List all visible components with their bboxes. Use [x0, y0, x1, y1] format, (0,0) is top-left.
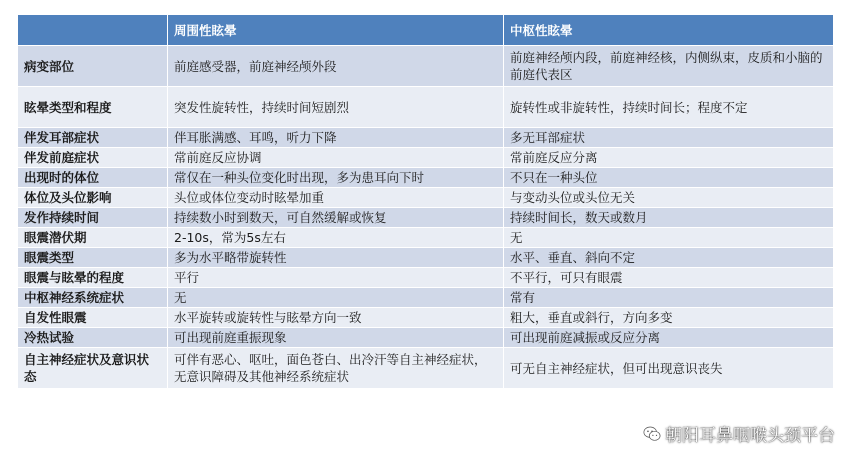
- peripheral-cell: 2-10s，常为5s左右: [168, 228, 504, 248]
- row-label: 自发性眼震: [18, 308, 168, 328]
- row-label: 发作持续时间: [18, 208, 168, 228]
- central-cell: 旋转性或非旋转性，持续时间长；程度不定: [504, 87, 834, 128]
- peripheral-cell: 头位或体位变动时眩晕加重: [168, 188, 504, 208]
- table-row: [18, 248, 834, 268]
- table-row: [18, 188, 834, 208]
- central-cell: 不平行，可只有眼震: [504, 268, 834, 288]
- table-row: [18, 208, 834, 228]
- central-cell: 无: [504, 228, 834, 248]
- peripheral-cell: 可出现前庭重振现象: [168, 328, 504, 348]
- row-label: 体位及头位影响: [18, 188, 168, 208]
- row-label: 伴发前庭症状: [18, 148, 168, 168]
- peripheral-cell: 持续数小时到数天，可自然缓解或恢复: [168, 208, 504, 228]
- comparison-table-container: [17, 14, 833, 389]
- central-cell: 粗大，垂直或斜行，方向多变: [504, 308, 834, 328]
- central-cell: 不只在一种头位: [504, 168, 834, 188]
- central-cell: 常有: [504, 288, 834, 308]
- table-row: [18, 148, 834, 168]
- watermark-text: 朝阳耳鼻咽喉头颈平台: [665, 426, 835, 446]
- peripheral-cell: 无: [168, 288, 504, 308]
- central-cell: 水平、垂直、斜向不定: [504, 248, 834, 268]
- central-cell: 可出现前庭减振或反应分离: [504, 328, 834, 348]
- table-row: [18, 328, 834, 348]
- watermark: [643, 421, 835, 446]
- table-row: [18, 348, 834, 389]
- row-label: 眼震与眩晕的程度: [18, 268, 168, 288]
- central-cell: 持续时间长，数天或数月: [504, 208, 834, 228]
- central-cell: 常前庭反应分离: [504, 148, 834, 168]
- table-header-row: [18, 15, 834, 46]
- row-label: 冷热试验: [18, 328, 168, 348]
- table-row: [18, 87, 834, 128]
- wechat-icon: [643, 425, 661, 443]
- vertigo-comparison-table: [17, 14, 834, 389]
- peripheral-cell: 平行: [168, 268, 504, 288]
- table-row: [18, 288, 834, 308]
- table-row: [18, 228, 834, 248]
- row-label: 自主神经症状及意识状态: [18, 348, 168, 389]
- table-row: [18, 46, 834, 87]
- peripheral-cell: 前庭感受器，前庭神经颅外段: [168, 46, 504, 87]
- header-cell-empty: [18, 15, 168, 46]
- peripheral-cell: 常前庭反应协调: [168, 148, 504, 168]
- peripheral-cell: 水平旋转或旋转性与眩晕方向一致: [168, 308, 504, 328]
- table-row: [18, 268, 834, 288]
- peripheral-cell: 突发性旋转性，持续时间短剧烈: [168, 87, 504, 128]
- central-cell: 可无自主神经症状，但可出现意识丧失: [504, 348, 834, 389]
- table-row: [18, 168, 834, 188]
- row-label: 出现时的体位: [18, 168, 168, 188]
- table-row: [18, 308, 834, 328]
- row-label: 中枢神经系统症状: [18, 288, 168, 308]
- header-peripheral-vertigo: 周围性眩晕: [168, 15, 504, 46]
- central-cell: 与变动头位或头位无关: [504, 188, 834, 208]
- peripheral-cell: 多为水平略带旋转性: [168, 248, 504, 268]
- row-label: 眩晕类型和程度: [18, 87, 168, 128]
- central-cell: 前庭神经颅内段，前庭神经核，内侧纵束，皮质和小脑的前庭代表区: [504, 46, 834, 87]
- central-cell: 多无耳部症状: [504, 128, 834, 148]
- row-label: 眼震类型: [18, 248, 168, 268]
- peripheral-cell: 可伴有恶心、呕吐，面色苍白、出冷汗等自主神经症状，无意识障碍及其他神经系统症状: [168, 348, 504, 389]
- table-row: [18, 128, 834, 148]
- row-label: 伴发耳部症状: [18, 128, 168, 148]
- peripheral-cell: 伴耳胀满感、耳鸣，听力下降: [168, 128, 504, 148]
- header-central-vertigo: 中枢性眩晕: [504, 15, 834, 46]
- row-label: 眼震潜伏期: [18, 228, 168, 248]
- peripheral-cell: 常仅在一种头位变化时出现，多为患耳向下时: [168, 168, 504, 188]
- row-label: 病变部位: [18, 46, 168, 87]
